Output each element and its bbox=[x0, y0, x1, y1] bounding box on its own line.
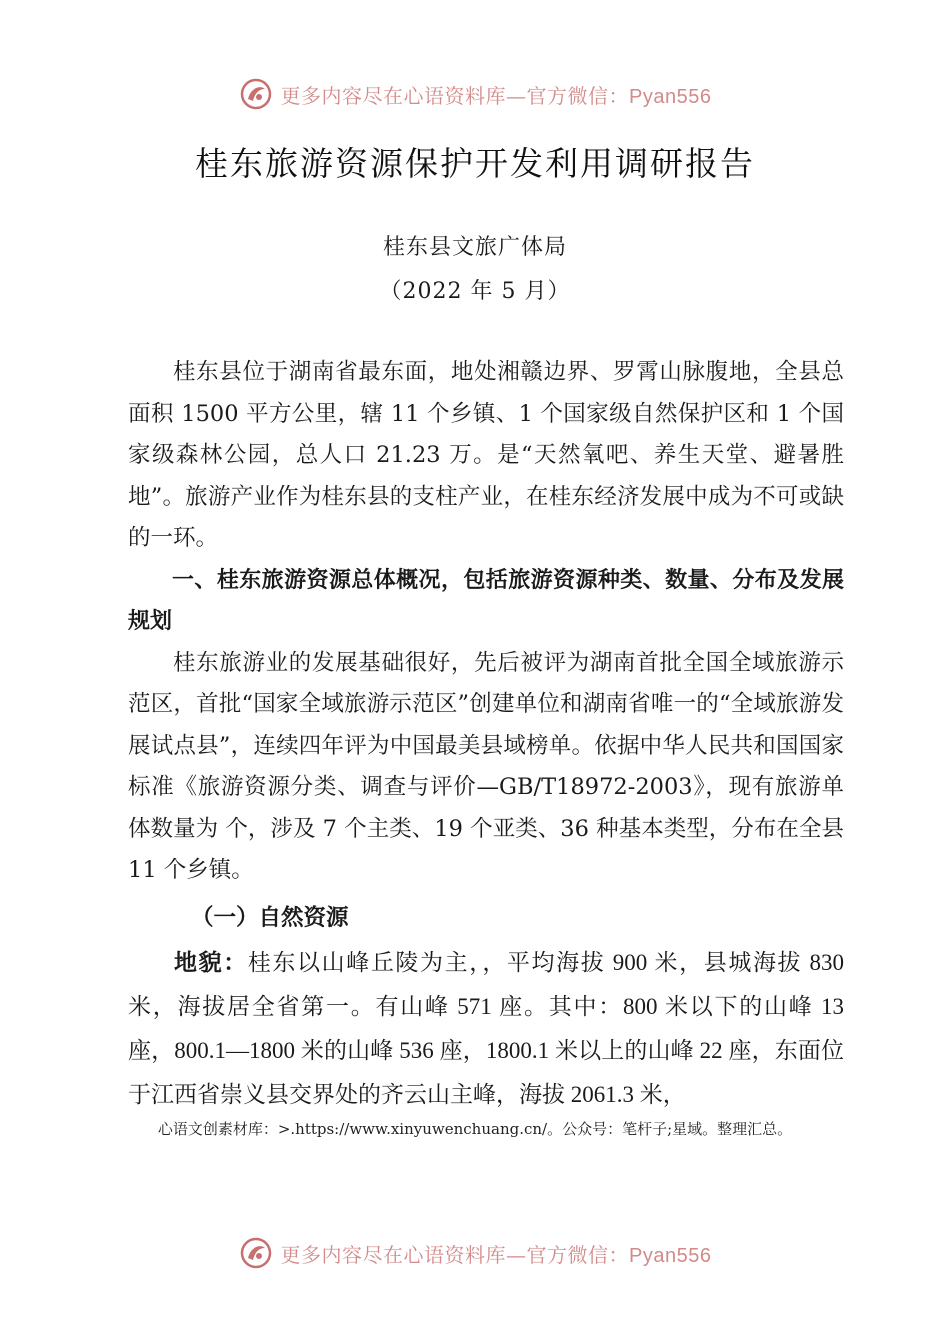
footer-source-note: 心语文创素材库：>.https://www.xinyuwenchuang.cn/。公众号：笔杆子;星域。整理汇总。 bbox=[157, 1120, 793, 1138]
watermark-header bbox=[0, 74, 950, 114]
watermark-wechat-id: Pyan556 bbox=[629, 1244, 712, 1267]
document-body bbox=[128, 352, 844, 1117]
watermark-text bbox=[281, 1239, 712, 1268]
paragraph-intro: 桂东县位于湖南省最东面，地处湘赣边界、罗霄山脉腹地，全县总面积 1500 平方公里，辖 11 个乡镇、1 个国家级自然保护区和 1 个国家级森林公园，总人口 21.23 万。是“天然氧吧、养生天堂、避暑胜地”。旅游产业作为桂东县的支柱产业，在桂东经济发展中成为不可或缺的一环。 bbox=[128, 359, 844, 551]
section-heading-1: 一、桂东旅游资源总体概况，包括旅游资源种类、数量、分布及发展规划 bbox=[128, 567, 844, 634]
brand-logo-icon bbox=[239, 1236, 273, 1270]
watermark-wechat-id: Pyan556 bbox=[629, 85, 712, 108]
watermark-text-cn: 更多内容尽在心语资料库—官方微信： bbox=[280, 1242, 630, 1267]
watermark-text bbox=[281, 80, 712, 109]
watermark-text-cn: 更多内容尽在心语资料库—官方微信： bbox=[280, 83, 630, 108]
document-date: （2022 年 5 月） bbox=[379, 279, 571, 304]
paragraph-overview: 桂东旅游业的发展基础很好，先后被评为湖南首批全国全域旅游示范区，首批“国家全域旅游示范区”创建单位和湖南省唯一的“全域旅游发展试点县”，连续四年评为中国最美县域榜单。依据中华人民共和国国家标准《旅游资源分类、调查与评价—GB/T18972-2003》，现有旅游单体数量为 个，涉及 7 个主类、19 个亚类、36 种基本类型，分布在全县 11 个乡镇。 bbox=[128, 649, 844, 883]
landform-text: 桂东以山峰丘陵为主，，平均海拔 900 米，县城海拔 830 米，海拔居全省第一。有山峰 571 座。其中：800 米以下的山峰 13 座，800.1—1800 米的山峰 536 座，1800.1 米以上的山峰 22 座，东面位于江西省崇义县交界处的齐云山主峰，海拔 2061.3 米， bbox=[128, 950, 845, 1107]
landform-label: 地貌： bbox=[174, 950, 248, 976]
document-author: 桂东县文旅广体局 bbox=[382, 235, 567, 260]
paragraph-landform bbox=[128, 941, 844, 1117]
document-title: 桂东旅游资源保护开发利用调研报告 bbox=[195, 144, 755, 183]
brand-logo-icon bbox=[239, 77, 273, 111]
section-heading-natural-resources: （一）自然资源 bbox=[191, 904, 349, 931]
watermark-footer bbox=[0, 1233, 950, 1273]
